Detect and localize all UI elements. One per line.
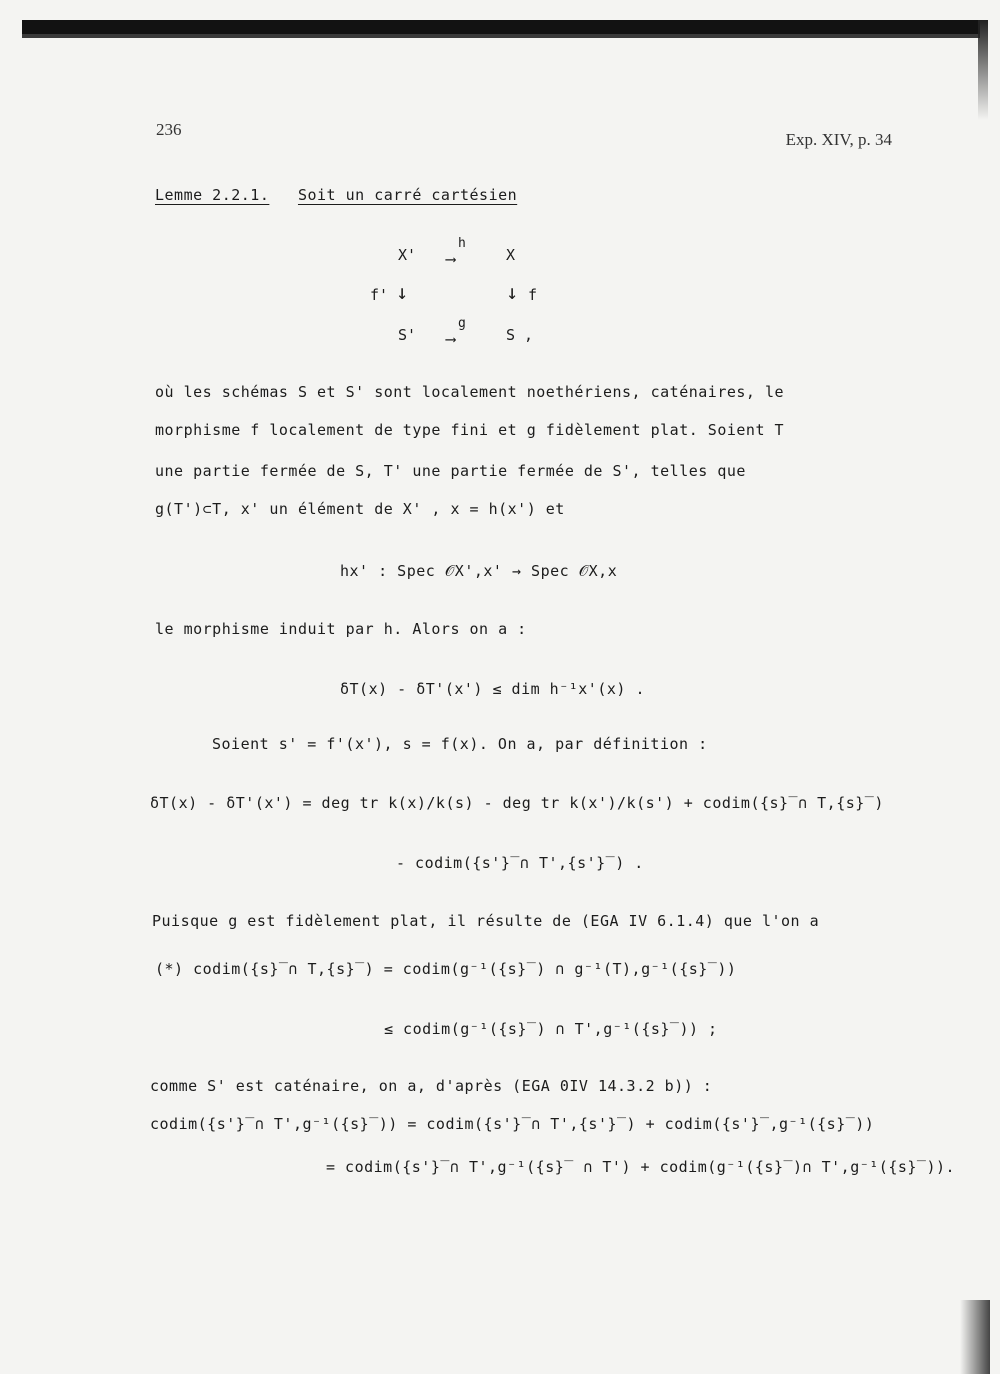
down-arrow-icon: ↓ bbox=[506, 280, 519, 304]
right-arrow-icon: ⟶ bbox=[446, 250, 456, 268]
scan-top-border-shadow bbox=[22, 34, 980, 38]
formula-equation: - codim({s'}‾∩ T',{s'}‾) . bbox=[396, 854, 644, 872]
diagram-left-label: f' bbox=[370, 286, 389, 304]
right-arrow-icon: ⟶ bbox=[446, 330, 456, 348]
diagram-bottom-arrow-label: g bbox=[458, 316, 466, 331]
text-line: Puisque g est fidèlement plat, il résulte de (EGA IV 6.1.4) que l'on a bbox=[152, 912, 820, 930]
formula-star: (*) codim({s}‾∩ T,{s}‾) = codim(g⁻¹({s}‾) ∩ g⁻¹(T),g⁻¹({s}‾)) bbox=[155, 960, 737, 978]
scan-top-border bbox=[22, 20, 980, 34]
scan-bottom-edge bbox=[960, 1300, 990, 1374]
formula-equation: δT(x) - δT'(x') = deg tr k(x)/k(s) - deg tr k(x')/k(s') + codim({s}‾∩ T,{s}‾) bbox=[150, 794, 884, 812]
running-head: Exp. XIV, p. 34 bbox=[785, 130, 892, 149]
scan-right-edge bbox=[978, 20, 988, 120]
text-line: le morphisme induit par h. Alors on a : bbox=[155, 620, 527, 638]
diagram-top-left: X' bbox=[398, 246, 417, 264]
lemma-heading bbox=[155, 186, 517, 204]
page-number: 236 bbox=[156, 120, 182, 139]
formula-equation: codim({s'}‾∩ T',g⁻¹({s}‾)) = codim({s'}‾∩ T',{s'}‾) + codim({s'}‾,g⁻¹({s}‾)) bbox=[150, 1115, 875, 1133]
formula-inequality: δT(x) - δT'(x') ≤ dim h⁻¹x'(x) . bbox=[340, 680, 645, 698]
text-line: morphisme f localement de type fini et g fidèlement plat. Soient T bbox=[155, 421, 785, 439]
formula-star-continuation: ≤ codim(g⁻¹({s}‾) ∩ T',g⁻¹({s}‾)) ; bbox=[384, 1020, 718, 1038]
formula-equation: = codim({s'}‾∩ T',g⁻¹({s}‾ ∩ T') + codim(g⁻¹({s}‾)∩ T',g⁻¹({s}‾)). bbox=[326, 1158, 956, 1176]
text-line: où les schémas S et S' sont localement noethériens, caténaires, le bbox=[155, 383, 785, 401]
diagram-bottom-right: S , bbox=[506, 326, 534, 344]
diagram-right-label: f bbox=[528, 286, 538, 304]
down-arrow-icon: ↓ bbox=[396, 280, 409, 304]
formula-hx: hx' : Spec 𝒪X',x' → Spec 𝒪X,x bbox=[340, 562, 618, 580]
diagram-top-arrow-label: h bbox=[458, 236, 466, 251]
diagram-bottom-left: S' bbox=[398, 326, 417, 344]
text-line: une partie fermée de S, T' une partie fermée de S', telles que bbox=[155, 462, 746, 480]
lemma-label: Lemme 2.2.1. bbox=[155, 186, 270, 204]
text-line: g(T')⊂T, x' un élément de X' , x = h(x') et bbox=[155, 500, 565, 518]
lemma-title: Soit un carré cartésien bbox=[297, 186, 518, 204]
text-line: Soient s' = f'(x'), s = f(x). On a, par définition : bbox=[212, 735, 708, 753]
diagram-top-right: X bbox=[506, 246, 516, 264]
text-line: comme S' est caténaire, on a, d'après (EGA 0IV 14.3.2 b)) : bbox=[150, 1077, 713, 1095]
